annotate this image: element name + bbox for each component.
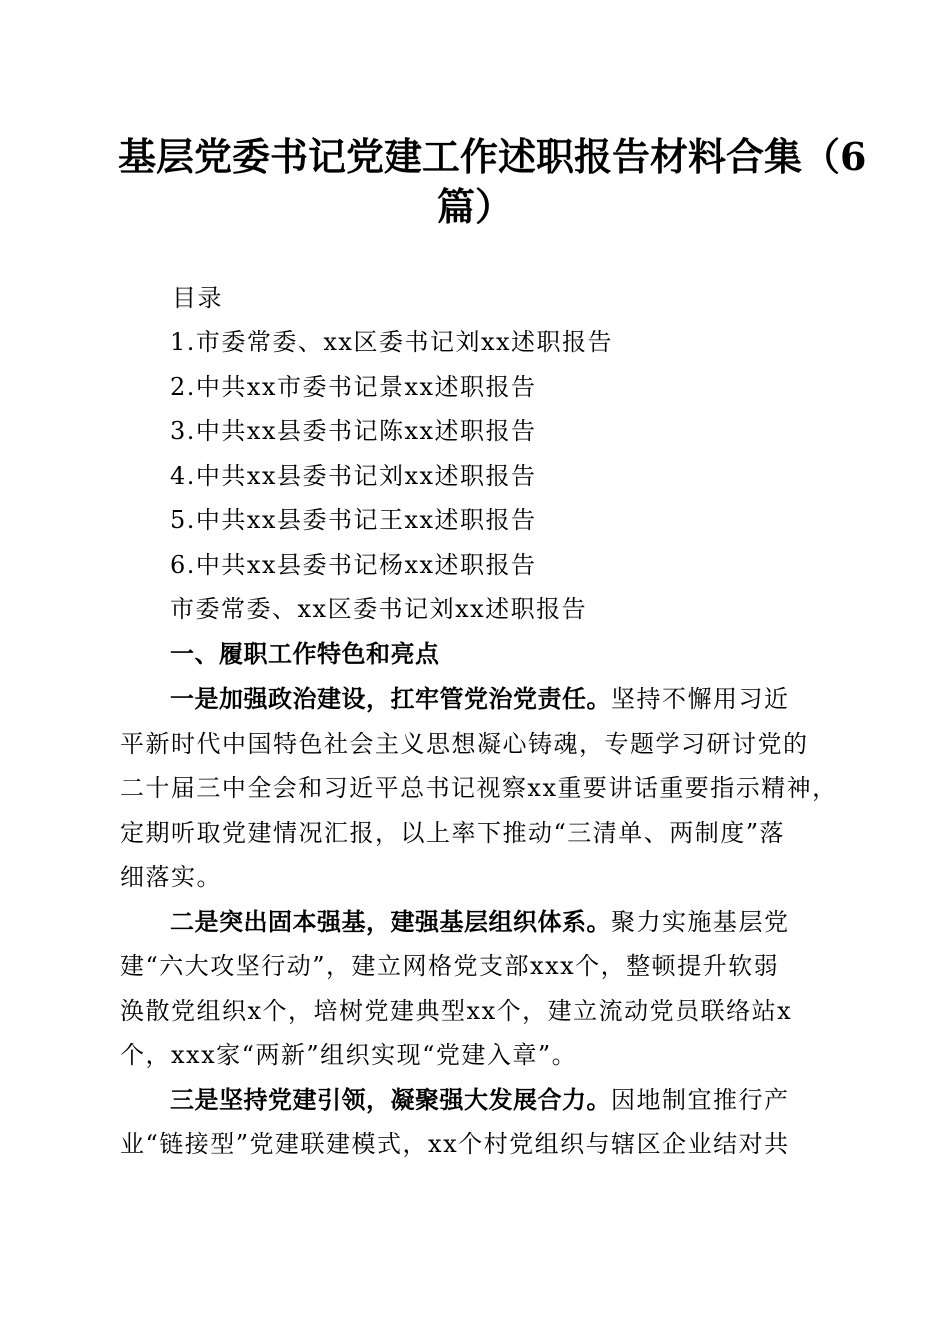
paragraph-1-line-1-rest: 坚持不懈用习近 [611,685,790,713]
paragraph-3-line-2: 业“链接型”党建联建模式，xx个村党组织与辖区企业结对共 [120,1130,790,1158]
paragraph-3-line-1 [170,1085,790,1115]
paragraph-3-lead: 三是坚持党建引领，凝聚强大发展合力。 [170,1086,611,1114]
paragraph-1-line-3: 二十届三中全会和习近平总书记视察xx重要讲话重要指示精神， [120,774,838,802]
paragraph-1-lead: 一是加强政治建设，扛牢管党治党责任。 [170,685,611,713]
paragraph-2-line-4: 个，xxx家“两新”组织实现“党建入章”。 [120,1041,578,1069]
toc-item: 2.中共xx市委书记景xx述职报告 [170,373,537,401]
toc-item: 6.中共xx县委书记杨xx述职报告 [170,551,537,579]
toc-item: 1.市委常委、xx区委书记刘xx述职报告 [170,328,614,356]
toc-heading: 目录 [172,284,223,312]
paragraph-3-line-1-rest: 因地制宜推行产 [611,1086,790,1114]
paragraph-2-line-1-rest: 聚力实施基层党 [611,908,790,936]
toc-item: 3.中共xx县委书记陈xx述职报告 [170,417,537,445]
toc-item: 4.中共xx县委书记刘xx述职报告 [170,462,537,490]
paragraph-1-line-2: 平新时代中国特色社会主义思想凝心铸魂，专题学习研讨党的 [120,730,809,758]
paragraph-2-line-2: 建“六大攻坚行动”，建立网格党支部xxx个，整顿提升软弱 [120,952,780,980]
paragraph-2-line-1 [170,907,790,937]
paragraph-2-line-3: 涣散党组织x个，培树党建典型xx个，建立流动党员联络站x [120,997,793,1025]
paragraph-1-line-4: 定期听取党建情况汇报，以上率下推动“三清单、两制度”落 [120,819,786,847]
paragraph-1-line-5: 细落实。 [120,863,222,891]
title-line-1: 基层党委书记党建工作述职报告材料合集（6 [118,134,867,179]
section-title: 市委常委、xx区委书记刘xx述职报告 [170,595,588,623]
section-heading: 一、履职工作特色和亮点 [170,640,440,668]
toc-item: 5.中共xx县委书记王xx述职报告 [170,506,537,534]
title-line-2: 篇） [436,184,513,229]
document-title [118,132,867,232]
paragraph-2-lead: 二是突出固本强基，建强基层组织体系。 [170,908,611,936]
paragraph-1-line-1 [170,684,790,714]
